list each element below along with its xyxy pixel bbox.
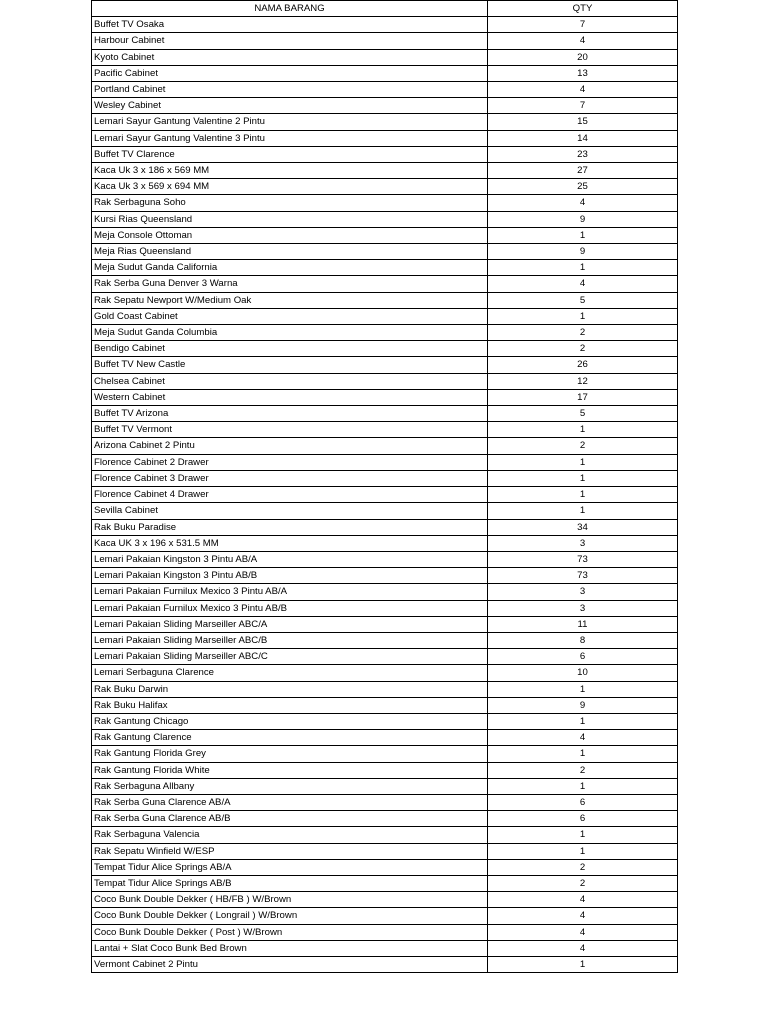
item-qty-cell: 23 (488, 146, 678, 162)
item-name-cell: Florence Cabinet 3 Drawer (92, 470, 488, 486)
item-name-cell: Lemari Pakaian Furnilux Mexico 3 Pintu AB/A (92, 584, 488, 600)
item-qty-cell: 1 (488, 308, 678, 324)
item-qty-cell: 27 (488, 163, 678, 179)
table-row (92, 632, 678, 648)
item-qty-cell: 2 (488, 438, 678, 454)
table-row (92, 260, 678, 276)
item-qty-cell: 2 (488, 325, 678, 341)
column-header-qty: QTY (488, 1, 678, 17)
table-row (92, 179, 678, 195)
item-name-cell: Lemari Pakaian Sliding Marseiller ABC/B (92, 632, 488, 648)
table-row (92, 195, 678, 211)
table-row (92, 713, 678, 729)
inventory-sheet (91, 0, 677, 973)
item-name-cell: Meja Console Ottoman (92, 227, 488, 243)
item-qty-cell: 3 (488, 584, 678, 600)
table-row (92, 308, 678, 324)
item-name-cell: Coco Bunk Double Dekker ( HB/FB ) W/Brown (92, 892, 488, 908)
table-row (92, 130, 678, 146)
item-name-cell: Meja Sudut Ganda California (92, 260, 488, 276)
item-qty-cell: 34 (488, 519, 678, 535)
table-row (92, 65, 678, 81)
table-row (92, 649, 678, 665)
table-row (92, 470, 678, 486)
table-row (92, 551, 678, 567)
table-row (92, 924, 678, 940)
item-name-cell: Rak Serbaguna Soho (92, 195, 488, 211)
item-qty-cell: 4 (488, 33, 678, 49)
item-qty-cell: 1 (488, 843, 678, 859)
item-qty-cell: 1 (488, 260, 678, 276)
table-row (92, 276, 678, 292)
table-row (92, 341, 678, 357)
item-name-cell: Rak Sepatu Winfield W/ESP (92, 843, 488, 859)
table-row (92, 584, 678, 600)
item-qty-cell: 4 (488, 82, 678, 98)
item-name-cell: Kaca Uk 3 x 186 x 569 MM (92, 163, 488, 179)
table-row (92, 600, 678, 616)
table-row (92, 875, 678, 891)
column-header-nama-barang: NAMA BARANG (92, 1, 488, 17)
item-qty-cell: 7 (488, 98, 678, 114)
item-name-cell: Rak Serba Guna Clarence AB/B (92, 811, 488, 827)
inventory-table (91, 0, 678, 973)
item-name-cell: Lemari Sayur Gantung Valentine 2 Pintu (92, 114, 488, 130)
table-row (92, 244, 678, 260)
table-row (92, 389, 678, 405)
table-row (92, 762, 678, 778)
item-name-cell: Tempat Tidur Alice Springs AB/B (92, 875, 488, 891)
item-name-cell: Wesley Cabinet (92, 98, 488, 114)
table-row (92, 292, 678, 308)
item-qty-cell: 1 (488, 487, 678, 503)
item-qty-cell: 1 (488, 454, 678, 470)
item-name-cell: Pacific Cabinet (92, 65, 488, 81)
item-name-cell: Lemari Serbaguna Clarence (92, 665, 488, 681)
table-row (92, 33, 678, 49)
item-name-cell: Rak Serbaguna Valencia (92, 827, 488, 843)
item-name-cell: Vermont Cabinet 2 Pintu (92, 956, 488, 972)
item-qty-cell: 1 (488, 422, 678, 438)
item-name-cell: Kaca Uk 3 x 569 x 694 MM (92, 179, 488, 195)
item-name-cell: Chelsea Cabinet (92, 373, 488, 389)
item-qty-cell: 26 (488, 357, 678, 373)
item-qty-cell: 9 (488, 697, 678, 713)
item-qty-cell: 6 (488, 811, 678, 827)
item-name-cell: Meja Sudut Ganda Columbia (92, 325, 488, 341)
item-qty-cell: 1 (488, 227, 678, 243)
table-row (92, 794, 678, 810)
item-name-cell: Buffet TV Osaka (92, 17, 488, 33)
item-qty-cell: 9 (488, 211, 678, 227)
item-name-cell: Florence Cabinet 2 Drawer (92, 454, 488, 470)
item-qty-cell: 1 (488, 470, 678, 486)
item-qty-cell: 7 (488, 17, 678, 33)
item-qty-cell: 6 (488, 794, 678, 810)
item-qty-cell: 2 (488, 341, 678, 357)
table-row (92, 227, 678, 243)
item-qty-cell: 1 (488, 778, 678, 794)
item-qty-cell: 8 (488, 632, 678, 648)
item-qty-cell: 1 (488, 503, 678, 519)
table-row (92, 519, 678, 535)
item-qty-cell: 2 (488, 875, 678, 891)
table-row (92, 325, 678, 341)
table-row (92, 746, 678, 762)
item-name-cell: Buffet TV Clarence (92, 146, 488, 162)
table-row (92, 568, 678, 584)
item-qty-cell: 1 (488, 746, 678, 762)
item-qty-cell: 4 (488, 908, 678, 924)
item-name-cell: Lemari Sayur Gantung Valentine 3 Pintu (92, 130, 488, 146)
item-qty-cell: 5 (488, 292, 678, 308)
item-qty-cell: 73 (488, 551, 678, 567)
table-row (92, 665, 678, 681)
item-qty-cell: 4 (488, 730, 678, 746)
item-qty-cell: 1 (488, 827, 678, 843)
table-row (92, 163, 678, 179)
table-row (92, 373, 678, 389)
item-name-cell: Lemari Pakaian Kingston 3 Pintu AB/A (92, 551, 488, 567)
item-qty-cell: 14 (488, 130, 678, 146)
item-qty-cell: 4 (488, 276, 678, 292)
table-row (92, 438, 678, 454)
item-name-cell: Meja Rias Queensland (92, 244, 488, 260)
item-name-cell: Rak Serba Guna Clarence AB/A (92, 794, 488, 810)
item-qty-cell: 4 (488, 940, 678, 956)
table-row (92, 843, 678, 859)
table-row (92, 616, 678, 632)
item-name-cell: Lemari Pakaian Sliding Marseiller ABC/C (92, 649, 488, 665)
item-name-cell: Gold Coast Cabinet (92, 308, 488, 324)
item-name-cell: Lantai + Slat Coco Bunk Bed Brown (92, 940, 488, 956)
item-name-cell: Lemari Pakaian Furnilux Mexico 3 Pintu AB/B (92, 600, 488, 616)
item-qty-cell: 2 (488, 762, 678, 778)
item-name-cell: Western Cabinet (92, 389, 488, 405)
item-qty-cell: 25 (488, 179, 678, 195)
table-body (92, 17, 678, 973)
table-row (92, 82, 678, 98)
table-row (92, 503, 678, 519)
table-row (92, 98, 678, 114)
item-name-cell: Kyoto Cabinet (92, 49, 488, 65)
table-row (92, 487, 678, 503)
item-qty-cell: 1 (488, 713, 678, 729)
table-row (92, 827, 678, 843)
item-name-cell: Rak Gantung Florida Grey (92, 746, 488, 762)
table-row (92, 940, 678, 956)
item-qty-cell: 5 (488, 406, 678, 422)
item-name-cell: Kaca UK 3 x 196 x 531.5 MM (92, 535, 488, 551)
item-name-cell: Kursi Rias Queensland (92, 211, 488, 227)
item-qty-cell: 11 (488, 616, 678, 632)
item-name-cell: Bendigo Cabinet (92, 341, 488, 357)
item-name-cell: Rak Buku Paradise (92, 519, 488, 535)
table-row (92, 811, 678, 827)
item-name-cell: Buffet TV Vermont (92, 422, 488, 438)
item-qty-cell: 1 (488, 956, 678, 972)
item-qty-cell: 20 (488, 49, 678, 65)
item-name-cell: Rak Buku Darwin (92, 681, 488, 697)
table-row (92, 17, 678, 33)
table-row (92, 778, 678, 794)
item-name-cell: Rak Sepatu Newport W/Medium Oak (92, 292, 488, 308)
item-qty-cell: 4 (488, 195, 678, 211)
item-name-cell: Portland Cabinet (92, 82, 488, 98)
item-name-cell: Coco Bunk Double Dekker ( Longrail ) W/Brown (92, 908, 488, 924)
item-name-cell: Rak Buku Halifax (92, 697, 488, 713)
item-qty-cell: 12 (488, 373, 678, 389)
table-row (92, 859, 678, 875)
table-row (92, 454, 678, 470)
table-header-row (92, 1, 678, 17)
item-qty-cell: 17 (488, 389, 678, 405)
item-qty-cell: 3 (488, 535, 678, 551)
item-name-cell: Buffet TV New Castle (92, 357, 488, 373)
item-name-cell: Buffet TV Arizona (92, 406, 488, 422)
table-row (92, 406, 678, 422)
table-row (92, 211, 678, 227)
item-name-cell: Florence Cabinet 4 Drawer (92, 487, 488, 503)
item-qty-cell: 2 (488, 859, 678, 875)
table-row (92, 422, 678, 438)
item-qty-cell: 6 (488, 649, 678, 665)
item-qty-cell: 3 (488, 600, 678, 616)
table-row (92, 892, 678, 908)
table-row (92, 114, 678, 130)
item-name-cell: Arizona Cabinet 2 Pintu (92, 438, 488, 454)
item-name-cell: Harbour Cabinet (92, 33, 488, 49)
table-row (92, 681, 678, 697)
item-name-cell: Rak Gantung Clarence (92, 730, 488, 746)
item-name-cell: Rak Gantung Florida White (92, 762, 488, 778)
table-row (92, 956, 678, 972)
table-row (92, 146, 678, 162)
item-qty-cell: 4 (488, 892, 678, 908)
item-qty-cell: 13 (488, 65, 678, 81)
item-name-cell: Sevilla Cabinet (92, 503, 488, 519)
table-row (92, 357, 678, 373)
table-row (92, 730, 678, 746)
item-qty-cell: 1 (488, 681, 678, 697)
item-qty-cell: 15 (488, 114, 678, 130)
item-name-cell: Rak Serba Guna Denver 3 Warna (92, 276, 488, 292)
item-qty-cell: 10 (488, 665, 678, 681)
item-qty-cell: 4 (488, 924, 678, 940)
item-name-cell: Lemari Pakaian Kingston 3 Pintu AB/B (92, 568, 488, 584)
table-row (92, 49, 678, 65)
item-name-cell: Coco Bunk Double Dekker ( Post ) W/Brown (92, 924, 488, 940)
item-name-cell: Lemari Pakaian Sliding Marseiller ABC/A (92, 616, 488, 632)
table-row (92, 535, 678, 551)
item-name-cell: Rak Gantung Chicago (92, 713, 488, 729)
table-row (92, 697, 678, 713)
item-qty-cell: 9 (488, 244, 678, 260)
item-name-cell: Rak Serbaguna Allbany (92, 778, 488, 794)
item-name-cell: Tempat Tidur Alice Springs AB/A (92, 859, 488, 875)
item-qty-cell: 73 (488, 568, 678, 584)
table-row (92, 908, 678, 924)
